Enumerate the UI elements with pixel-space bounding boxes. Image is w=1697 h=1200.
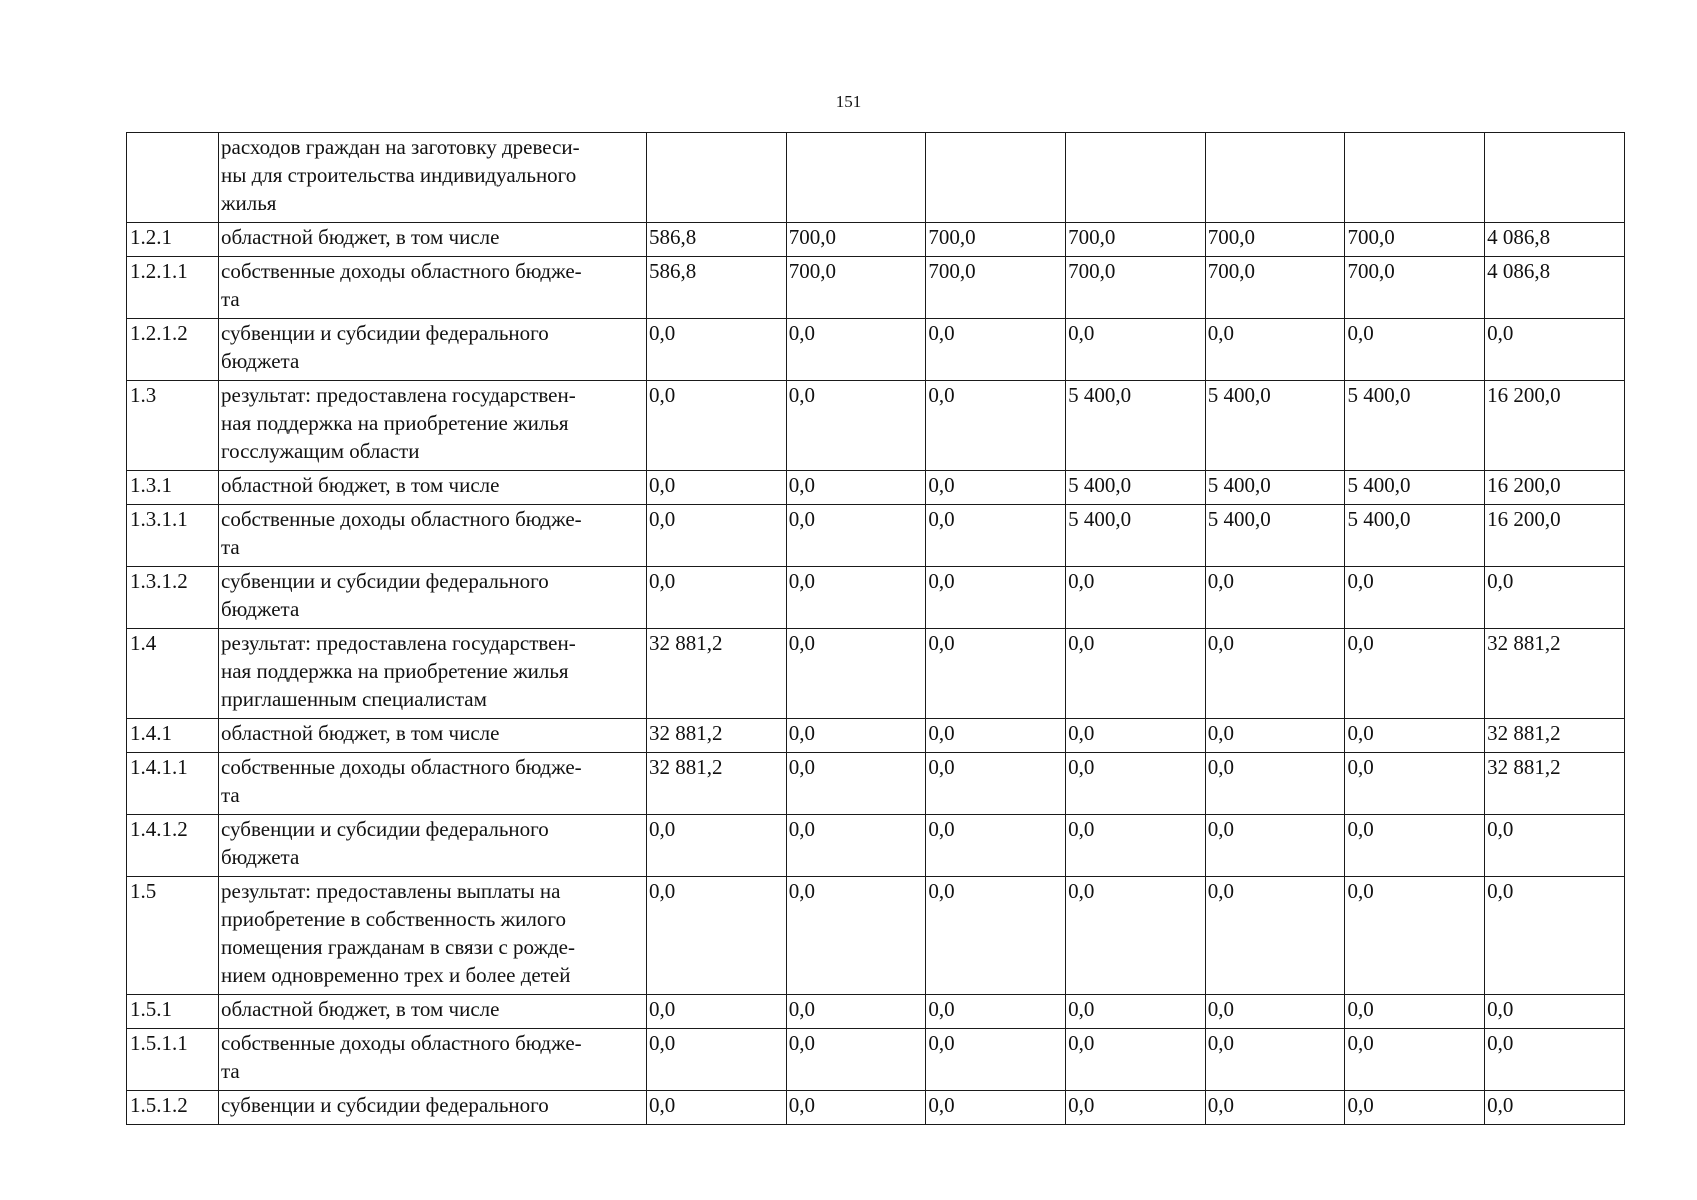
row-value-7: 32 881,2 <box>1485 753 1625 815</box>
row-value-1: 0,0 <box>647 567 787 629</box>
row-value-7: 0,0 <box>1485 995 1625 1029</box>
row-value-6 <box>1345 133 1485 223</box>
row-value-5: 700,0 <box>1205 257 1345 319</box>
row-value-5: 0,0 <box>1205 877 1345 995</box>
row-value-6: 0,0 <box>1345 719 1485 753</box>
row-value-1: 0,0 <box>647 815 787 877</box>
row-code: 1.3.1.1 <box>127 505 219 567</box>
row-value-2: 0,0 <box>786 753 926 815</box>
row-value-2 <box>786 133 926 223</box>
row-value-3: 0,0 <box>926 319 1066 381</box>
table-row <box>127 257 1625 319</box>
row-code: 1.2.1.2 <box>127 319 219 381</box>
row-value-2: 0,0 <box>786 381 926 471</box>
row-code: 1.4.1.1 <box>127 753 219 815</box>
table-row <box>127 223 1625 257</box>
row-description: субвенции и субсидии федерального бюджета <box>219 319 647 381</box>
row-value-6: 0,0 <box>1345 877 1485 995</box>
row-value-6: 5 400,0 <box>1345 381 1485 471</box>
row-value-6: 0,0 <box>1345 1091 1485 1125</box>
row-value-7: 4 086,8 <box>1485 257 1625 319</box>
row-description: субвенции и субсидии федерального бюджета <box>219 567 647 629</box>
row-value-3: 0,0 <box>926 815 1066 877</box>
row-value-1: 0,0 <box>647 1029 787 1091</box>
row-value-3: 0,0 <box>926 629 1066 719</box>
table-row <box>127 815 1625 877</box>
row-value-4: 700,0 <box>1066 223 1206 257</box>
row-description: субвенции и субсидии федерального бюджета <box>219 815 647 877</box>
row-value-4: 5 400,0 <box>1066 471 1206 505</box>
row-value-2: 0,0 <box>786 1091 926 1125</box>
table-row <box>127 1091 1625 1125</box>
row-value-5: 700,0 <box>1205 223 1345 257</box>
row-value-6: 0,0 <box>1345 1029 1485 1091</box>
row-value-2: 0,0 <box>786 719 926 753</box>
row-value-1: 0,0 <box>647 877 787 995</box>
table-row <box>127 753 1625 815</box>
row-description: расходов граждан на заготовку древеси- ны для строительства индивидуального жилья <box>219 133 647 223</box>
row-value-3: 0,0 <box>926 1029 1066 1091</box>
row-value-6: 700,0 <box>1345 257 1485 319</box>
row-code: 1.2.1 <box>127 223 219 257</box>
row-value-3: 0,0 <box>926 505 1066 567</box>
budget-table <box>126 132 1625 1125</box>
row-value-1: 32 881,2 <box>647 629 787 719</box>
row-value-7: 0,0 <box>1485 815 1625 877</box>
row-code: 1.3.1.2 <box>127 567 219 629</box>
row-value-7 <box>1485 133 1625 223</box>
row-value-7: 16 200,0 <box>1485 505 1625 567</box>
row-value-2: 0,0 <box>786 567 926 629</box>
row-description: областной бюджет, в том числе <box>219 471 647 505</box>
row-description: собственные доходы областного бюдже- та <box>219 257 647 319</box>
row-value-4: 0,0 <box>1066 567 1206 629</box>
row-value-6: 0,0 <box>1345 753 1485 815</box>
row-value-4 <box>1066 133 1206 223</box>
row-value-4: 0,0 <box>1066 719 1206 753</box>
row-value-2: 0,0 <box>786 815 926 877</box>
row-code: 1.4 <box>127 629 219 719</box>
row-value-7: 16 200,0 <box>1485 471 1625 505</box>
row-value-4: 0,0 <box>1066 319 1206 381</box>
row-value-3: 700,0 <box>926 257 1066 319</box>
row-value-7: 4 086,8 <box>1485 223 1625 257</box>
row-code <box>127 133 219 223</box>
table-row <box>127 471 1625 505</box>
row-value-7: 32 881,2 <box>1485 629 1625 719</box>
row-value-4: 0,0 <box>1066 995 1206 1029</box>
row-value-1: 586,8 <box>647 257 787 319</box>
row-value-1: 586,8 <box>647 223 787 257</box>
row-value-2: 0,0 <box>786 505 926 567</box>
row-value-5: 0,0 <box>1205 753 1345 815</box>
row-value-3: 0,0 <box>926 471 1066 505</box>
row-value-1 <box>647 133 787 223</box>
row-code: 1.4.1 <box>127 719 219 753</box>
row-value-5: 0,0 <box>1205 1091 1345 1125</box>
row-value-3 <box>926 133 1066 223</box>
row-description: собственные доходы областного бюдже- та <box>219 1029 647 1091</box>
row-value-6: 5 400,0 <box>1345 471 1485 505</box>
row-value-3: 0,0 <box>926 719 1066 753</box>
row-value-1: 0,0 <box>647 1091 787 1125</box>
row-value-4: 0,0 <box>1066 1091 1206 1125</box>
row-code: 1.5.1.1 <box>127 1029 219 1091</box>
row-value-2: 0,0 <box>786 629 926 719</box>
row-description: собственные доходы областного бюдже- та <box>219 505 647 567</box>
row-code: 1.5 <box>127 877 219 995</box>
row-value-3: 0,0 <box>926 381 1066 471</box>
row-value-4: 0,0 <box>1066 629 1206 719</box>
row-value-7: 32 881,2 <box>1485 719 1625 753</box>
row-value-5: 0,0 <box>1205 719 1345 753</box>
row-code: 1.5.1 <box>127 995 219 1029</box>
row-value-5 <box>1205 133 1345 223</box>
row-value-2: 0,0 <box>786 319 926 381</box>
row-value-4: 0,0 <box>1066 753 1206 815</box>
row-description: областной бюджет, в том числе <box>219 995 647 1029</box>
table-row <box>127 719 1625 753</box>
table-row <box>127 629 1625 719</box>
row-value-5: 5 400,0 <box>1205 471 1345 505</box>
row-value-4: 0,0 <box>1066 815 1206 877</box>
row-value-6: 0,0 <box>1345 995 1485 1029</box>
row-value-7: 16 200,0 <box>1485 381 1625 471</box>
row-value-2: 0,0 <box>786 471 926 505</box>
table-row <box>127 505 1625 567</box>
row-value-1: 0,0 <box>647 381 787 471</box>
row-value-6: 5 400,0 <box>1345 505 1485 567</box>
row-code: 1.3.1 <box>127 471 219 505</box>
row-description: результат: предоставлены выплаты на приобретение в собственность жилого помещения гражданам в связи с рожде- нием одновременно трех и более детей <box>219 877 647 995</box>
row-value-5: 0,0 <box>1205 995 1345 1029</box>
row-value-5: 0,0 <box>1205 567 1345 629</box>
row-value-7: 0,0 <box>1485 319 1625 381</box>
row-value-5: 5 400,0 <box>1205 381 1345 471</box>
row-value-5: 5 400,0 <box>1205 505 1345 567</box>
row-value-4: 5 400,0 <box>1066 505 1206 567</box>
row-code: 1.5.1.2 <box>127 1091 219 1125</box>
row-value-6: 0,0 <box>1345 629 1485 719</box>
row-value-7: 0,0 <box>1485 877 1625 995</box>
row-value-3: 0,0 <box>926 567 1066 629</box>
row-value-7: 0,0 <box>1485 1029 1625 1091</box>
row-value-6: 0,0 <box>1345 567 1485 629</box>
row-value-3: 700,0 <box>926 223 1066 257</box>
table-row <box>127 319 1625 381</box>
row-description: результат: предоставлена государствен- ная поддержка на приобретение жилья приглашенным специалистам <box>219 629 647 719</box>
table-row <box>127 995 1625 1029</box>
row-value-4: 5 400,0 <box>1066 381 1206 471</box>
row-value-7: 0,0 <box>1485 567 1625 629</box>
page-number: 151 <box>835 92 862 111</box>
row-value-3: 0,0 <box>926 1091 1066 1125</box>
row-value-1: 0,0 <box>647 505 787 567</box>
row-value-3: 0,0 <box>926 753 1066 815</box>
row-value-1: 0,0 <box>647 319 787 381</box>
table-body <box>127 133 1625 1125</box>
row-description: областной бюджет, в том числе <box>219 719 647 753</box>
row-value-2: 0,0 <box>786 1029 926 1091</box>
row-value-2: 0,0 <box>786 877 926 995</box>
row-value-5: 0,0 <box>1205 1029 1345 1091</box>
row-code: 1.2.1.1 <box>127 257 219 319</box>
row-code: 1.4.1.2 <box>127 815 219 877</box>
row-value-5: 0,0 <box>1205 319 1345 381</box>
row-value-4: 0,0 <box>1066 877 1206 995</box>
table-row <box>127 133 1625 223</box>
row-value-2: 700,0 <box>786 223 926 257</box>
row-description: субвенции и субсидии федерального <box>219 1091 647 1125</box>
table-row <box>127 381 1625 471</box>
row-value-3: 0,0 <box>926 877 1066 995</box>
row-value-2: 0,0 <box>786 995 926 1029</box>
row-value-6: 700,0 <box>1345 223 1485 257</box>
row-value-1: 0,0 <box>647 995 787 1029</box>
row-value-4: 700,0 <box>1066 257 1206 319</box>
row-value-5: 0,0 <box>1205 629 1345 719</box>
row-value-2: 700,0 <box>786 257 926 319</box>
row-value-7: 0,0 <box>1485 1091 1625 1125</box>
row-value-1: 32 881,2 <box>647 719 787 753</box>
row-value-4: 0,0 <box>1066 1029 1206 1091</box>
row-value-1: 32 881,2 <box>647 753 787 815</box>
row-value-5: 0,0 <box>1205 815 1345 877</box>
row-value-3: 0,0 <box>926 995 1066 1029</box>
table-row <box>127 567 1625 629</box>
row-code: 1.3 <box>127 381 219 471</box>
row-description: собственные доходы областного бюдже- та <box>219 753 647 815</box>
table-row <box>127 1029 1625 1091</box>
row-value-6: 0,0 <box>1345 319 1485 381</box>
row-description: результат: предоставлена государствен- ная поддержка на приобретение жилья госслужащим области <box>219 381 647 471</box>
row-value-1: 0,0 <box>647 471 787 505</box>
row-value-6: 0,0 <box>1345 815 1485 877</box>
row-description: областной бюджет, в том числе <box>219 223 647 257</box>
table-row <box>127 877 1625 995</box>
